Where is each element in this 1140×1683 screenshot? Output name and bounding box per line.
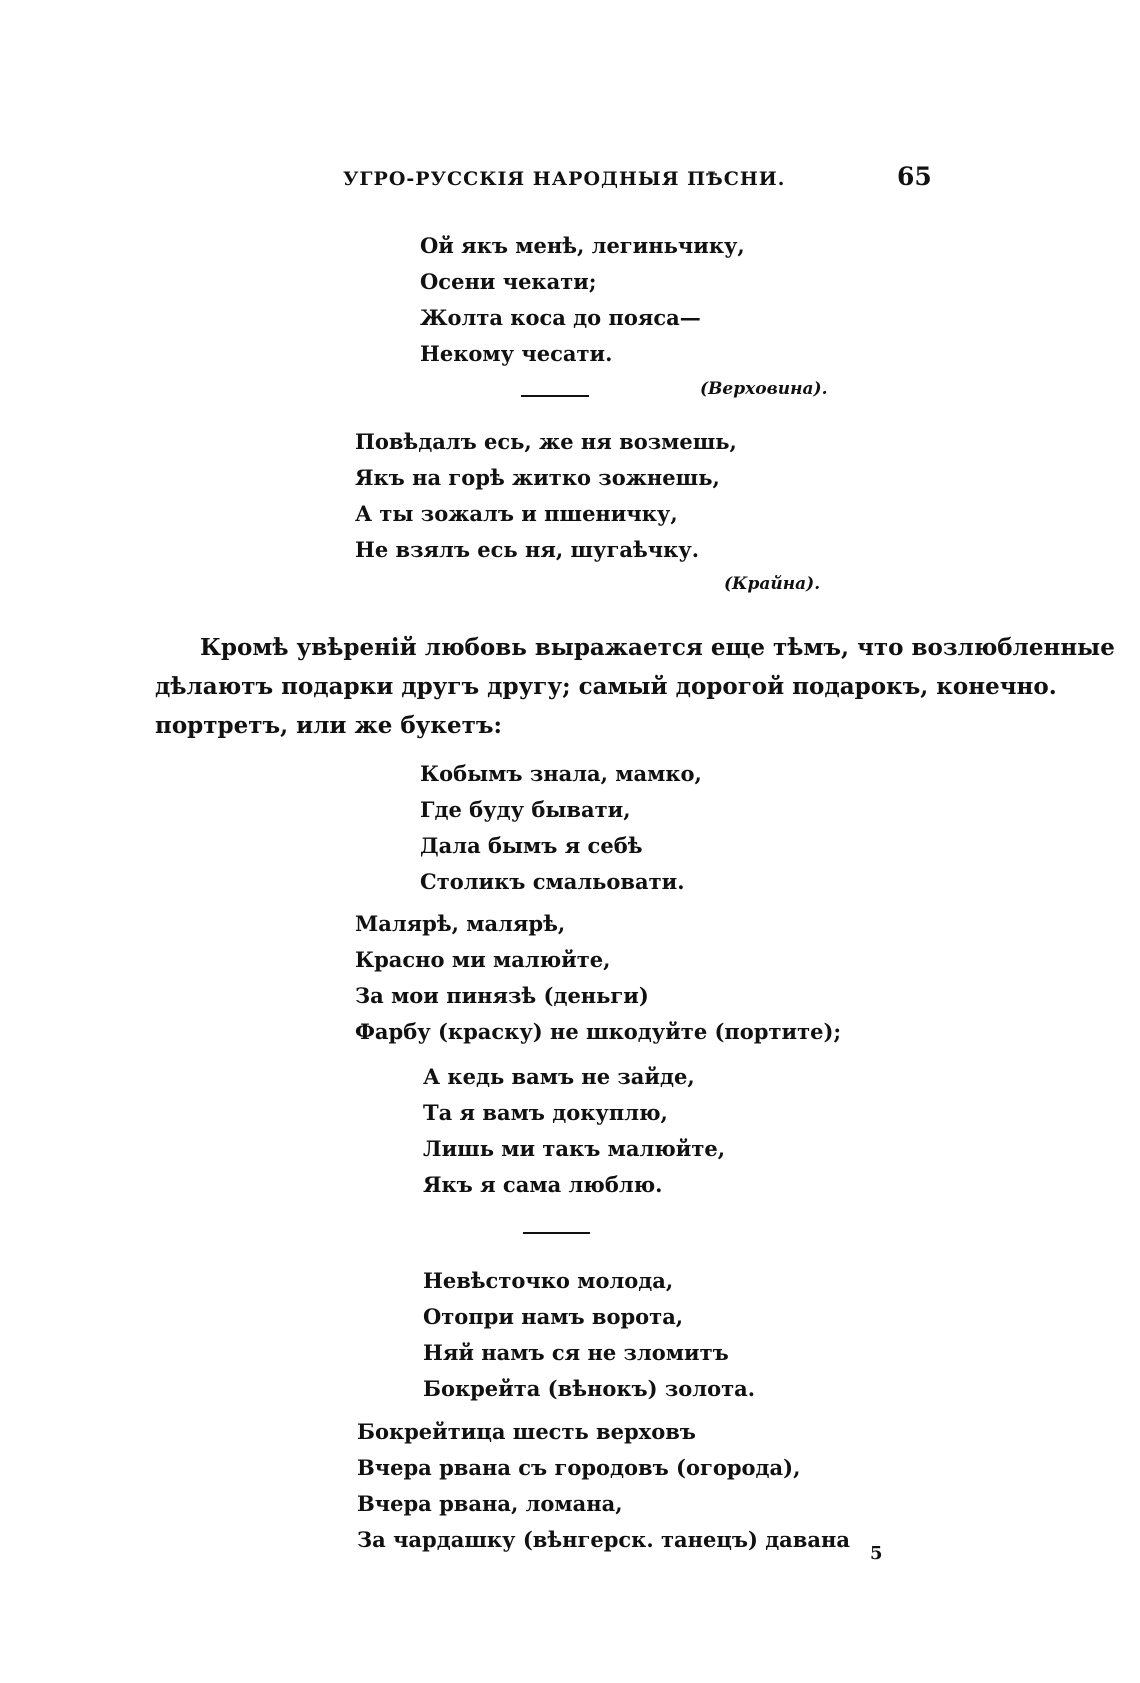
- verse-line: Ой якъ менѣ, легиньчику,: [420, 233, 745, 258]
- verse-line: Фарбу (краску) не шкодуйте (портите);: [355, 1019, 842, 1044]
- paragraph-line: Кромѣ увѣреній любовь выражается еще тѣмъ, что возлюбленные: [200, 634, 1115, 661]
- verse-line: Где буду бывати,: [420, 797, 631, 822]
- verse-line: Якъ я сама люблю.: [423, 1172, 663, 1197]
- song-3-stanza-3: [423, 1059, 725, 1203]
- running-title: УГРО-РУССКІЯ НАРОДНЫЯ ПѢСНИ.: [343, 168, 786, 190]
- verse-line: Жолта коса до пояса—: [420, 305, 701, 330]
- verse-line: Няй намъ ся не зломитъ: [423, 1340, 729, 1365]
- verse-line: Дала бымъ я себѣ: [420, 833, 643, 858]
- song-4-stanza-1: [423, 1263, 755, 1407]
- verse-line: Бокрейтица шесть верховъ: [357, 1419, 696, 1444]
- verse-line: За мои пинязѣ (деньги): [355, 983, 649, 1008]
- verse-line: Невѣсточко молода,: [423, 1268, 674, 1293]
- verse-line: Красно ми малюйте,: [355, 947, 611, 972]
- verse-line: Столикъ смальовати.: [420, 869, 685, 894]
- verse-line: А кедь вамъ не зайде,: [423, 1064, 695, 1089]
- verse-line: Осени чекати;: [420, 269, 597, 294]
- attribution-krayna: (Крайна).: [724, 574, 821, 594]
- verse-line: Отопри намъ ворота,: [423, 1304, 684, 1329]
- song-3-stanza-2: [355, 906, 841, 1050]
- verse-line: Малярѣ, малярѣ,: [355, 911, 566, 936]
- paragraph-line: дѣлаютъ подарки другъ другу; самый дорогой подарокъ, конечно.: [155, 673, 1057, 700]
- prose-paragraph: [155, 628, 1115, 745]
- attribution-verkhovina: (Верховина).: [700, 379, 828, 399]
- verse-line: Некому чесати.: [420, 341, 613, 366]
- verse-line: Бокрейта (вѣнокъ) золота.: [423, 1376, 756, 1401]
- section-rule: [523, 1232, 590, 1234]
- verse-line: Якъ на горѣ житко зожнешь,: [355, 465, 720, 490]
- section-rule: [521, 395, 589, 397]
- verse-line: Кобымъ знала, мамко,: [420, 761, 702, 786]
- verse-line: За чардашку (вѣнгерск. танецъ) давана: [357, 1527, 850, 1552]
- song-3-stanza-1: [420, 756, 702, 900]
- verse-line: Вчера рвана, ломана,: [357, 1491, 623, 1516]
- verse-line: Не взялъ есь ня, шугаѣчку.: [355, 537, 700, 562]
- page-number: 65: [897, 162, 932, 191]
- verse-line: Лишь ми такъ малюйте,: [423, 1136, 726, 1161]
- song-1-stanza: [420, 228, 745, 372]
- verse-line: Повѣдалъ есь, же ня возмешь,: [355, 429, 737, 454]
- verse-line: А ты зожалъ и пшеничку,: [355, 501, 678, 526]
- verse-line: Вчера рвана съ городовъ (огорода),: [357, 1455, 801, 1480]
- song-4-stanza-2: [357, 1414, 850, 1558]
- signature-mark: 5: [870, 1543, 883, 1564]
- song-2-stanza: [355, 424, 737, 568]
- verse-line: Та я вамъ докуплю,: [423, 1100, 668, 1125]
- paragraph-line: портретъ, или же букетъ:: [155, 712, 503, 739]
